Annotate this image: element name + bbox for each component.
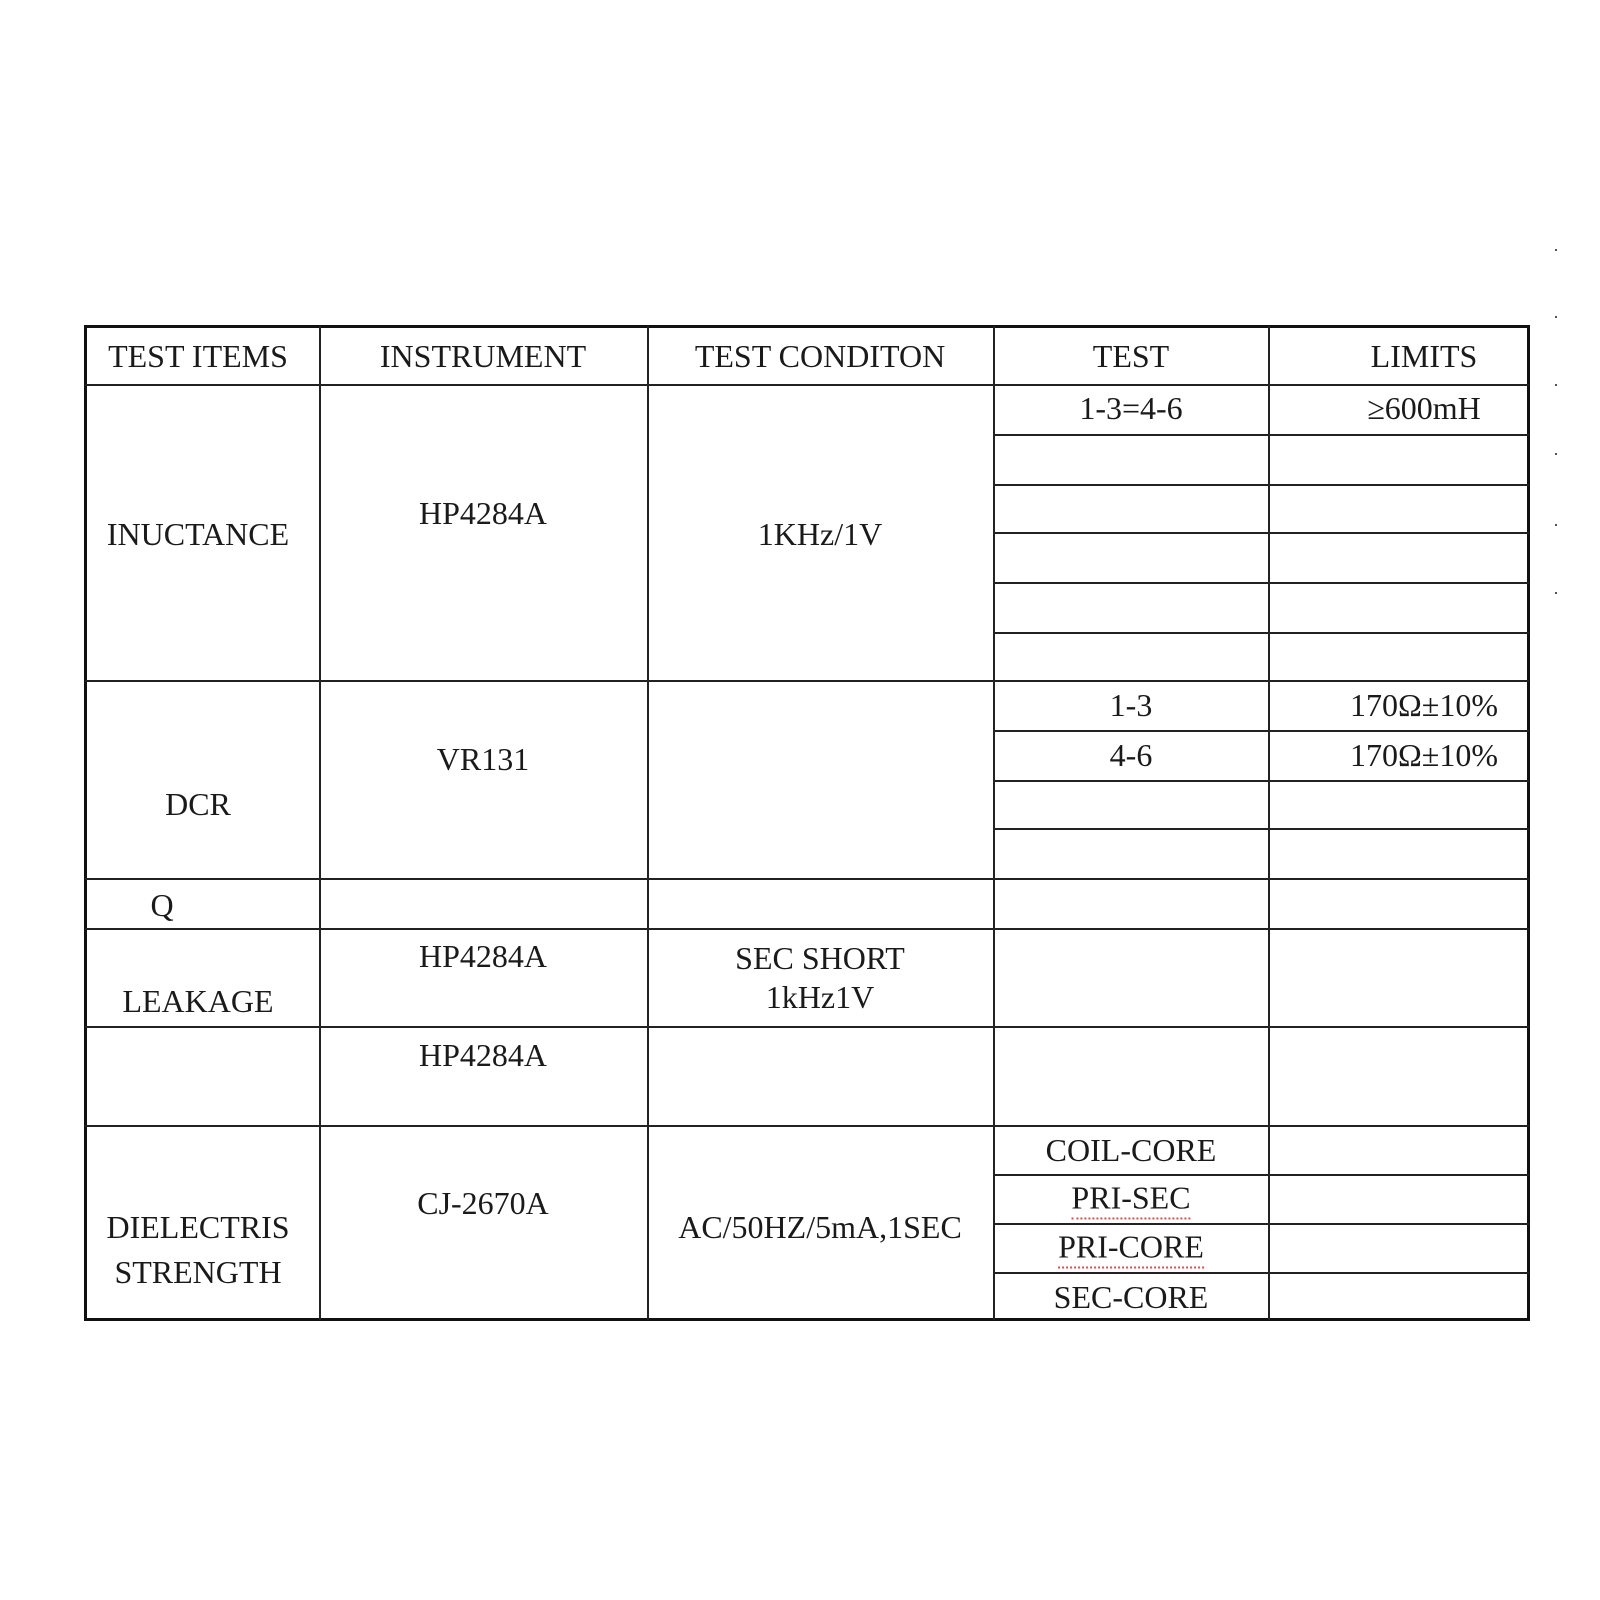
- subrow-divider: [994, 532, 1529, 534]
- column-divider: [993, 326, 995, 1320]
- margin-mark: [1555, 592, 1557, 594]
- dielectric-test-3: PRI-CORE: [1058, 1228, 1204, 1269]
- test-spec-table: [84, 325, 1530, 1321]
- inductance-limit-1: ≥600mH: [1367, 390, 1481, 426]
- row-divider: [85, 1125, 1529, 1127]
- subrow-divider: [994, 632, 1529, 634]
- row-divider: [85, 1026, 1529, 1028]
- margin-mark: [1555, 249, 1557, 251]
- margin-mark: [1555, 384, 1557, 386]
- subrow-divider: [994, 1223, 1529, 1225]
- leakage-instrument: HP4284A: [418, 938, 548, 974]
- inductance-item: INUCTANCE: [106, 516, 290, 552]
- column-divider: [1268, 326, 1270, 1320]
- column-divider: [647, 326, 649, 1320]
- blank-row-instrument: HP4284A: [418, 1037, 548, 1073]
- row-divider: [85, 928, 1529, 930]
- header-test-items: TEST ITEMS: [108, 338, 288, 374]
- inductance-instrument: HP4284A: [418, 495, 548, 531]
- subrow-divider: [994, 828, 1529, 830]
- dielectric-condition: AC/50HZ/5mA,1SEC: [678, 1209, 962, 1245]
- dcr-instrument: VR131: [436, 741, 530, 777]
- dcr-item: DCR: [165, 786, 231, 822]
- dielectric-test-1: COIL-CORE: [1045, 1132, 1217, 1168]
- subrow-divider: [994, 1174, 1529, 1176]
- q-item: Q: [150, 887, 174, 923]
- dielectric-test-2: PRI-SEC: [1071, 1179, 1190, 1220]
- header-test-condition: TEST CONDITON: [694, 338, 946, 374]
- margin-mark: [1555, 453, 1557, 455]
- dcr-test-1: 1-3: [1109, 687, 1153, 723]
- subrow-divider: [994, 780, 1529, 782]
- margin-mark: [1555, 524, 1557, 526]
- leakage-item: LEAKAGE: [122, 983, 274, 1019]
- subrow-divider: [994, 582, 1529, 584]
- leakage-condition-line2: 1kHz1V: [765, 979, 875, 1015]
- header-test: TEST: [1092, 338, 1170, 374]
- inductance-condition: 1KHz/1V: [757, 516, 883, 552]
- subrow-divider: [994, 484, 1529, 486]
- row-divider: [85, 878, 1529, 880]
- subrow-divider: [994, 434, 1529, 436]
- dielectric-item-line2: STRENGTH: [114, 1254, 282, 1290]
- dcr-limit-2: 170Ω±10%: [1350, 737, 1498, 773]
- subrow-divider: [994, 730, 1529, 732]
- subrow-divider: [994, 1272, 1529, 1274]
- row-divider: [85, 680, 1529, 682]
- header-instrument: INSTRUMENT: [379, 338, 587, 374]
- dielectric-instrument: CJ-2670A: [417, 1185, 549, 1221]
- header-limits: LIMITS: [1370, 338, 1478, 374]
- dcr-limit-1: 170Ω±10%: [1350, 687, 1498, 723]
- column-divider: [319, 326, 321, 1320]
- dcr-test-2: 4-6: [1109, 737, 1153, 773]
- margin-mark: [1555, 316, 1557, 318]
- dielectric-test-4: SEC-CORE: [1053, 1279, 1209, 1315]
- dielectric-item-line1: DIELECTRIS: [106, 1209, 290, 1245]
- row-divider: [85, 384, 1529, 386]
- leakage-condition-line1: SEC SHORT: [735, 940, 905, 976]
- inductance-test-1: 1-3=4-6: [1079, 390, 1183, 426]
